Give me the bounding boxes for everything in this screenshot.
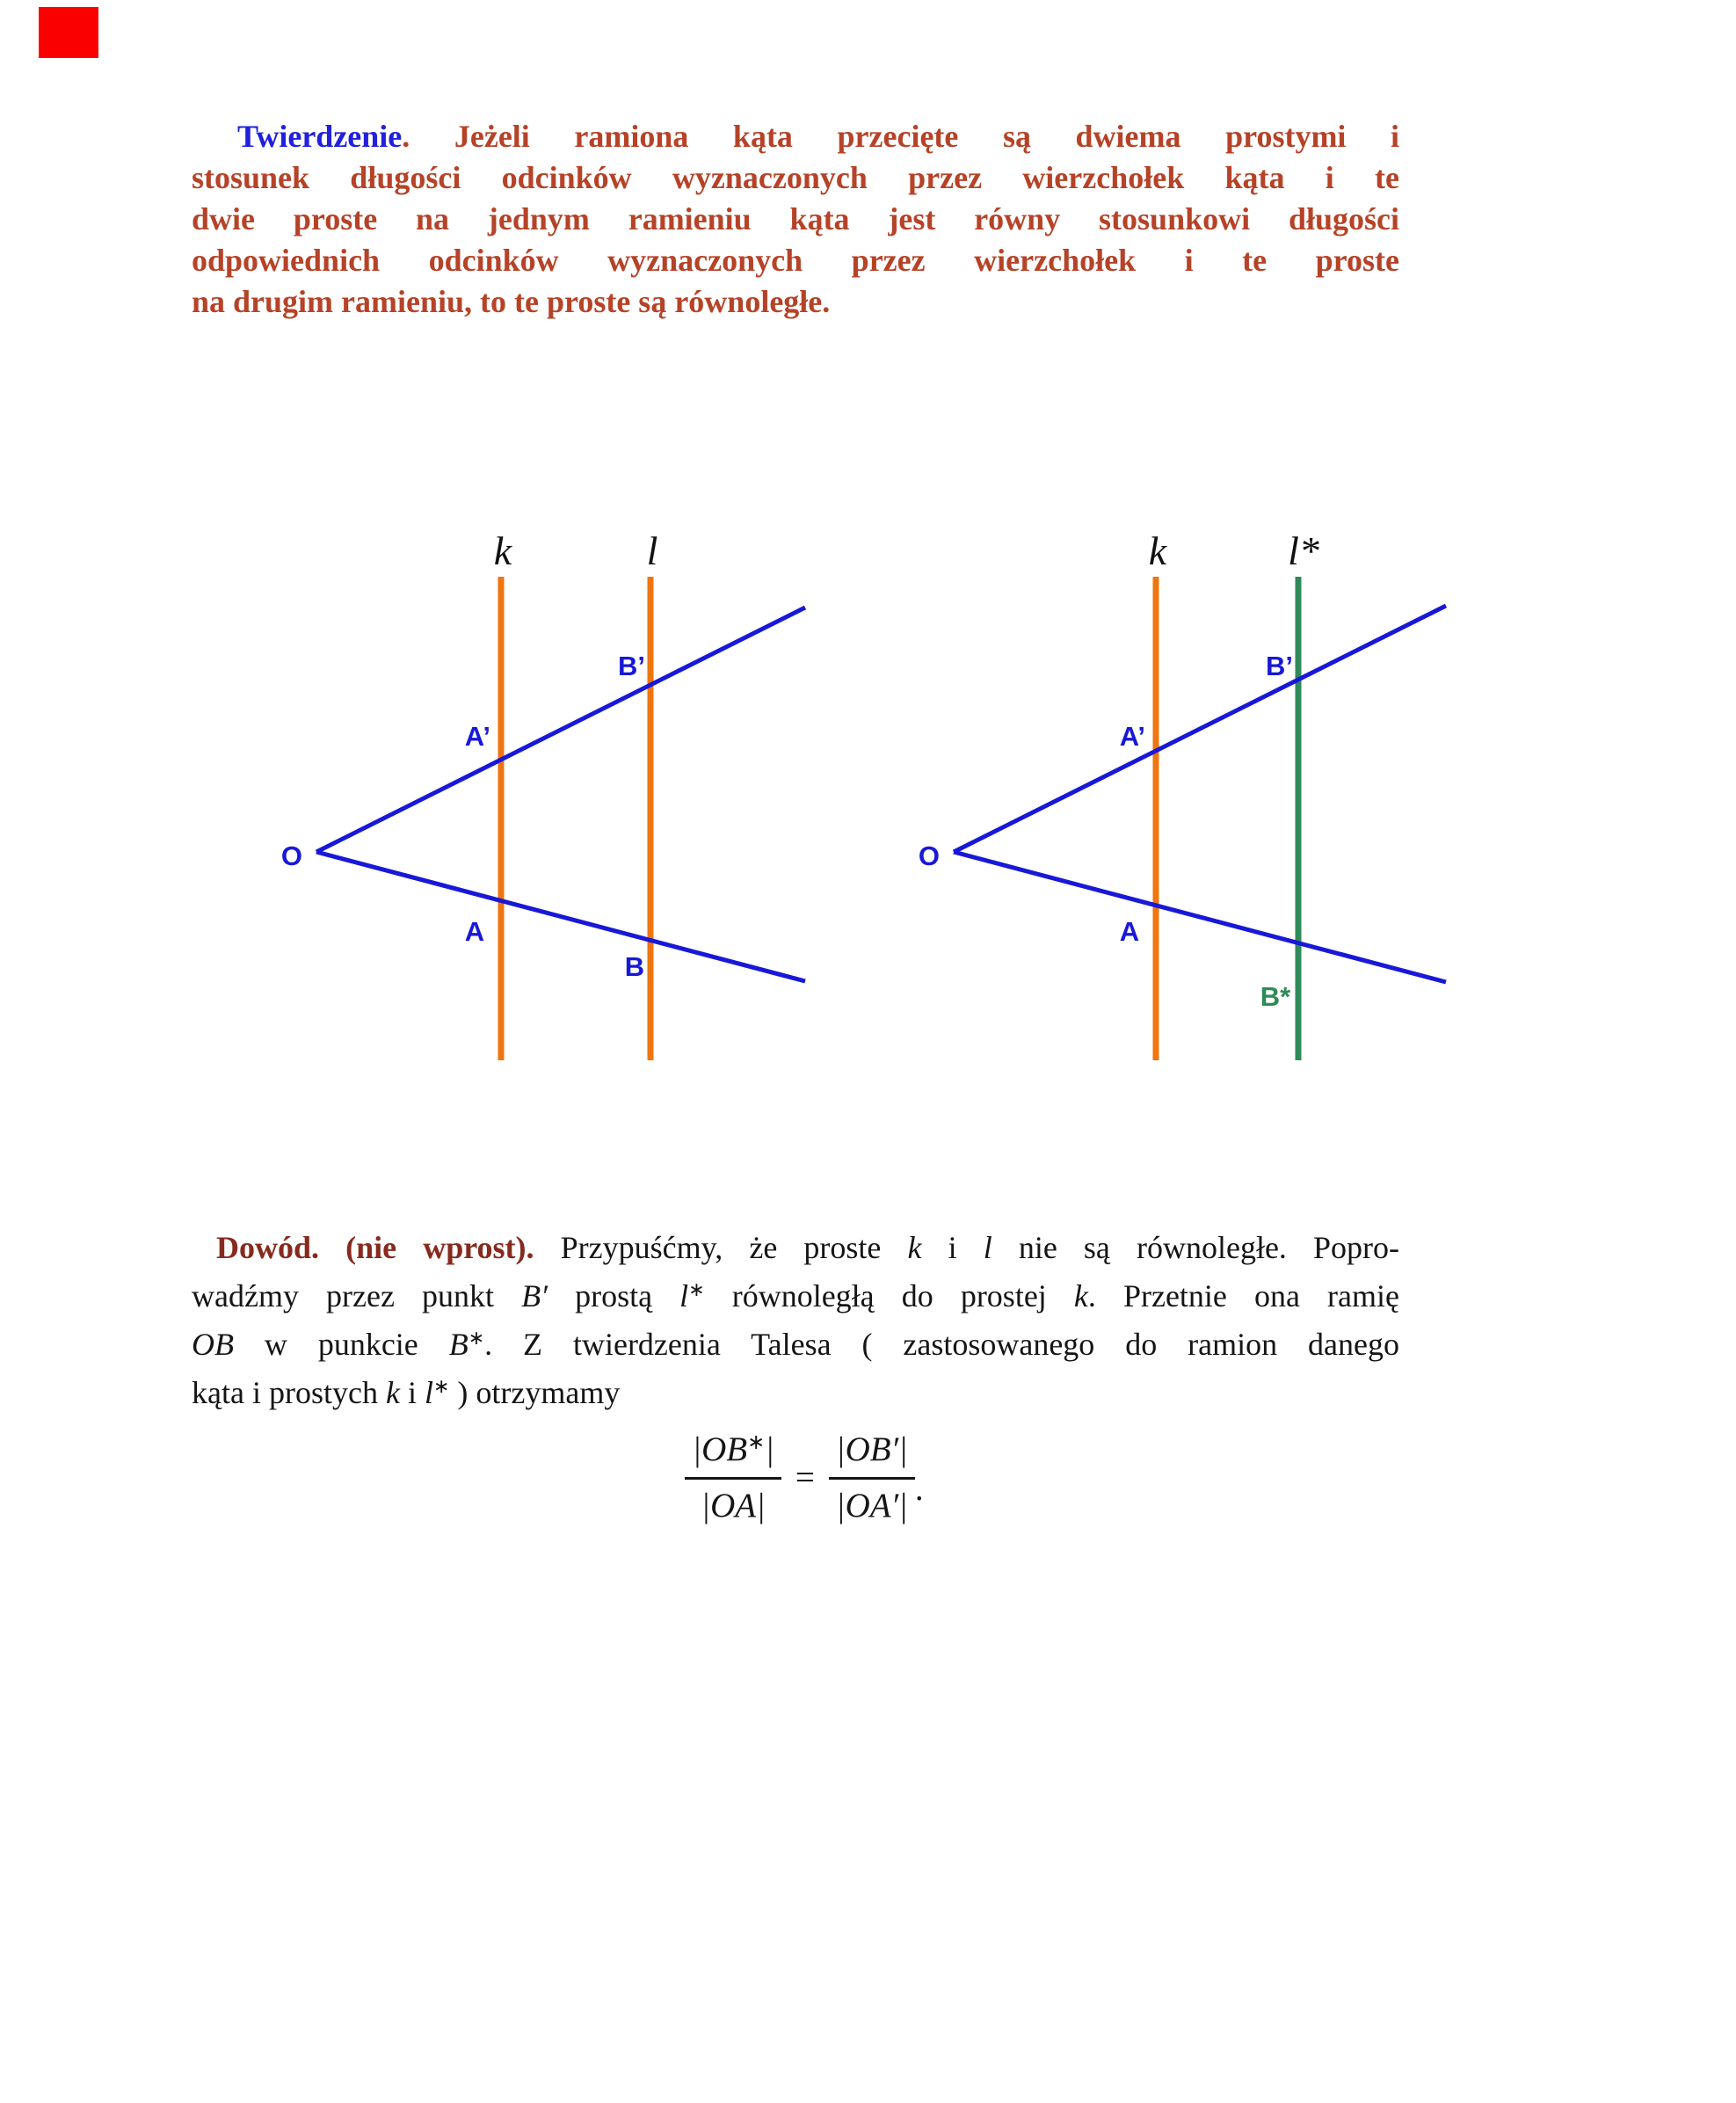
- proof-text: równoległą do prostej: [704, 1278, 1074, 1313]
- math-var-l: l: [679, 1278, 689, 1313]
- left-label-a: A: [464, 916, 485, 947]
- left-ray-lower: [316, 852, 805, 981]
- proof-text: wadźmy przez punkt: [192, 1278, 522, 1313]
- red-corner-mark: [39, 7, 98, 58]
- theorem-line-1: [192, 116, 1399, 157]
- fraction-right-numerator: |OB′|: [829, 1430, 915, 1480]
- theorem-line-2: stosunek długości odcinków wyznaczonych przez wierzchołek kąta i te: [192, 160, 1399, 195]
- left-label-l: l: [646, 528, 658, 573]
- right-label-a: A: [1119, 916, 1140, 947]
- left-label-a-prime: A’: [464, 721, 490, 752]
- math-text: |: [765, 1430, 774, 1468]
- proof-text: w punkcie: [234, 1327, 449, 1362]
- diagram-right: [899, 524, 1497, 1069]
- diagram-left: [262, 524, 842, 1069]
- right-label-k: k: [1148, 528, 1167, 573]
- math-var-l: l: [983, 1230, 992, 1265]
- right-ray-lower: [954, 852, 1446, 982]
- theorem-line-3: dwie proste na jednym ramieniu kąta jest równy stosunkowi długości: [192, 201, 1399, 236]
- proof-line-3: [192, 1317, 1399, 1365]
- left-label-b: B: [624, 951, 645, 982]
- theorem-line-4: odpowiednich odcinków wyznaczonych przez wierzchołek i te proste: [192, 243, 1399, 278]
- math-sup-star: ∗: [747, 1431, 766, 1454]
- fraction-right-denominator: |OA′|: [835, 1487, 908, 1524]
- proof-text: . Z twierdzenia Talesa ( zastosowanego do ramion danego: [484, 1327, 1399, 1362]
- proof-text: nie są równoległe. Popro-: [991, 1230, 1400, 1265]
- fraction-left: [685, 1430, 781, 1525]
- math-text: |OB: [692, 1430, 748, 1468]
- proof-text: kąta i prostych: [192, 1375, 386, 1410]
- left-label-b-prime: B’: [618, 651, 645, 681]
- theorem-heading-sep: .: [402, 119, 454, 154]
- right-label-b-star: B*: [1260, 981, 1291, 1012]
- left-ray-upper: [316, 608, 805, 852]
- equals-sign: =: [795, 1459, 815, 1496]
- math-var-b: B: [448, 1327, 469, 1362]
- fraction-left-numerator: [685, 1430, 781, 1480]
- math-sup-star: ∗: [688, 1278, 705, 1300]
- math-var-l: l: [424, 1375, 433, 1410]
- equation-period: .: [914, 1470, 924, 1508]
- proof-text: Przypuśćmy, że proste: [534, 1230, 908, 1265]
- left-label-k: k: [493, 528, 512, 573]
- math-var-k: k: [385, 1375, 400, 1410]
- math-var-k: k: [1073, 1278, 1088, 1313]
- math-var-ob: OB: [192, 1327, 234, 1362]
- right-ray-upper: [954, 606, 1446, 852]
- proof-text: i: [921, 1230, 984, 1265]
- fraction-right: [829, 1430, 915, 1525]
- equation: [554, 1430, 1055, 1525]
- math-var-b-prime: B′: [521, 1278, 548, 1313]
- math-sup-star: ∗: [432, 1375, 450, 1397]
- proof-heading: Dowód. (nie wprost).: [216, 1230, 534, 1265]
- math-var-k: k: [907, 1230, 922, 1265]
- proof-line-2: [192, 1269, 1399, 1317]
- proof-line-4: [192, 1365, 1399, 1414]
- fraction-left-denominator: |OA|: [701, 1487, 766, 1524]
- proof-text: . Przetnie ona ramię: [1087, 1278, 1399, 1313]
- left-label-o: O: [280, 840, 302, 871]
- theorem-line-5: na drugim ramieniu, to te proste są równoległe.: [192, 284, 831, 319]
- proof-line-1: [192, 1227, 1399, 1269]
- right-label-o: O: [918, 840, 940, 871]
- theorem-paragraph: [192, 116, 1399, 323]
- proof-paragraph: [192, 1227, 1399, 1414]
- theorem-line-1-text: Jeżeli ramiona kąta przecięte są dwiema prostymi i: [454, 119, 1399, 154]
- right-label-b-prime: B’: [1266, 651, 1293, 681]
- proof-text: i: [399, 1375, 425, 1410]
- theorem-heading: Twierdzenie: [237, 119, 403, 154]
- right-label-a-prime: A’: [1119, 721, 1145, 752]
- right-label-l-star: l*: [1288, 528, 1319, 573]
- proof-text: ) otrzymamy: [449, 1375, 621, 1410]
- math-sup-star: ∗: [468, 1327, 485, 1349]
- proof-text: prostą: [548, 1278, 680, 1313]
